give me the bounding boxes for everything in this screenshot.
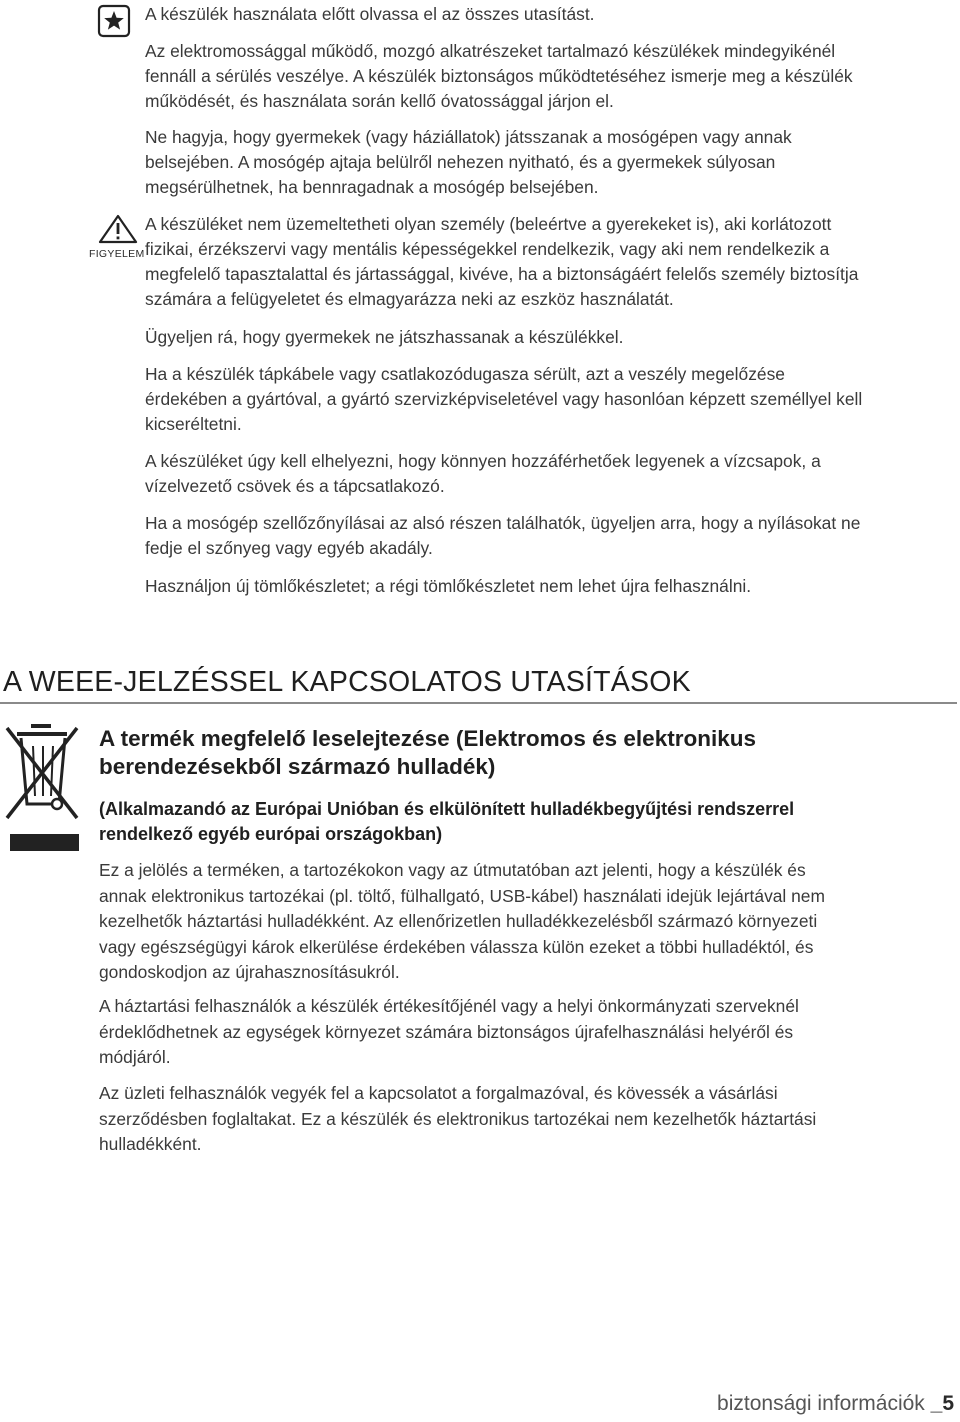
section-divider — [0, 702, 957, 704]
paragraph-moving-parts: Az elektromossággal működő, mozgó alkatrészeket tartalmazó készülékek mindegyikénél fennáll a sérülés veszélye. A készülék biztonságos működtetéséhez ismerje meg a készülék működését, és használata során kellő óvatossággal járjon el. — [145, 41, 853, 111]
weee-section-title: A WEEE-JELZÉSSEL KAPCSOLATOS UTASÍTÁSOK — [3, 666, 691, 698]
page-number: _5 — [930, 1392, 954, 1415]
paragraph-children-pets: Ne hagyja, hogy gyermekek (vagy háziállatok) játsszanak a mosógépen vagy annak belsejében. A mosógép ajtaja belülről nehezen nyitható, és a gyermekek súlyosan megsérülhetnek, ha bennragadnak a mosógép belsejében. — [145, 127, 792, 197]
warning-triangle-icon — [96, 214, 140, 244]
weee-paragraph-marking: Ez a jelölés a terméken, a tartozékokon vagy az útmutatóban azt jelenti, hogy a készülék és annak elektronikus tartozékai (pl. töltő, fülhallgató, USB-kábel) használati idejük lejártával nem kezelhetők háztartási hulladékként. Az ellenőrizetlen hulladékkezelésből származó környezeti vagy egészségügyi károk elkerülése érdekében válassza külön ezeket a többi hulladéktól, és gondoskodjon az újrahasznosításukról. — [99, 860, 825, 982]
warning-label: FIGYELEM — [89, 248, 145, 260]
crossed-out-wheelie-bin-icon — [5, 722, 79, 852]
paragraph-read-instructions: A készülék használata előtt olvassa el az összes utasítást. — [145, 4, 595, 24]
page-footer — [717, 1392, 954, 1416]
star-checkbox-icon — [97, 4, 131, 38]
paragraph-children-play: Ügyeljen rá, hogy gyermekek ne játszhassanak a készülékkel. — [145, 327, 624, 347]
weee-subheading: (Alkalmazandó az Európai Unióban és elkülönített hulladékbegyűjtési rendszerrel rendelkező egyéb európai országokban) — [99, 799, 795, 844]
footer-section-name: biztonsági információk — [717, 1392, 925, 1415]
weee-paragraph-household: A háztartási felhasználók a készülék értékesítőjénél vagy a helyi önkormányzati szerveknél érdeklődhetnek az egységek környezet számára biztonságos újrafelhasználási helyéről és módjáról. — [99, 996, 799, 1067]
paragraph-restricted-persons: A készüléket nem üzemeltetheti olyan személy (beleértve a gyerekeket is), aki korlátozott fizikai, érzékszervi vagy mentális képességekkel rendelkezik, vagy aki nem rendelkezik a megfelelő tapasztalattal és jártassággal, kivéve, ha a biztonságáért felelős személy biztosítja számára a felügyeletet és elmagyarázza neki az eszköz használatát. — [145, 214, 859, 309]
paragraph-ventilation: Ha a mosógép szellőzőnyílásai az alsó részen találhatók, ügyeljen arra, hogy a nyílásokat ne fedje el szőnyeg vagy egyéb akadály. — [145, 513, 861, 558]
weee-heading: A termék megfelelő leselejtezése (Elektromos és elektronikus berendezésekből származó hulladék) — [99, 726, 756, 779]
paragraph-placement: A készüléket úgy kell elhelyezni, hogy könnyen hozzáférhetőek legyenek a vízcsapok, a vízelvezető csövek és a tápcsatlakozó. — [145, 451, 821, 496]
paragraph-power-cable: Ha a készülék tápkábele vagy csatlakozódugasza sérült, azt a veszély megelőzése érdekében a gyártóval, a gyártó szervizképviseletével vagy hasonlóan képzett személlyel kell kicseréltetni. — [145, 364, 863, 434]
weee-paragraph-business: Az üzleti felhasználók vegyék fel a kapcsolatot a forgalmazóval, és kövessék a vásárlási szerződésben foglaltakat. Ez a készülék és elektronikus tartozékai nem kezelhetők háztartási hulladékként. — [99, 1083, 817, 1154]
paragraph-hose-kit: Használjon új tömlőkészletet; a régi tömlőkészletet nem lehet újra felhasználni. — [145, 576, 752, 596]
